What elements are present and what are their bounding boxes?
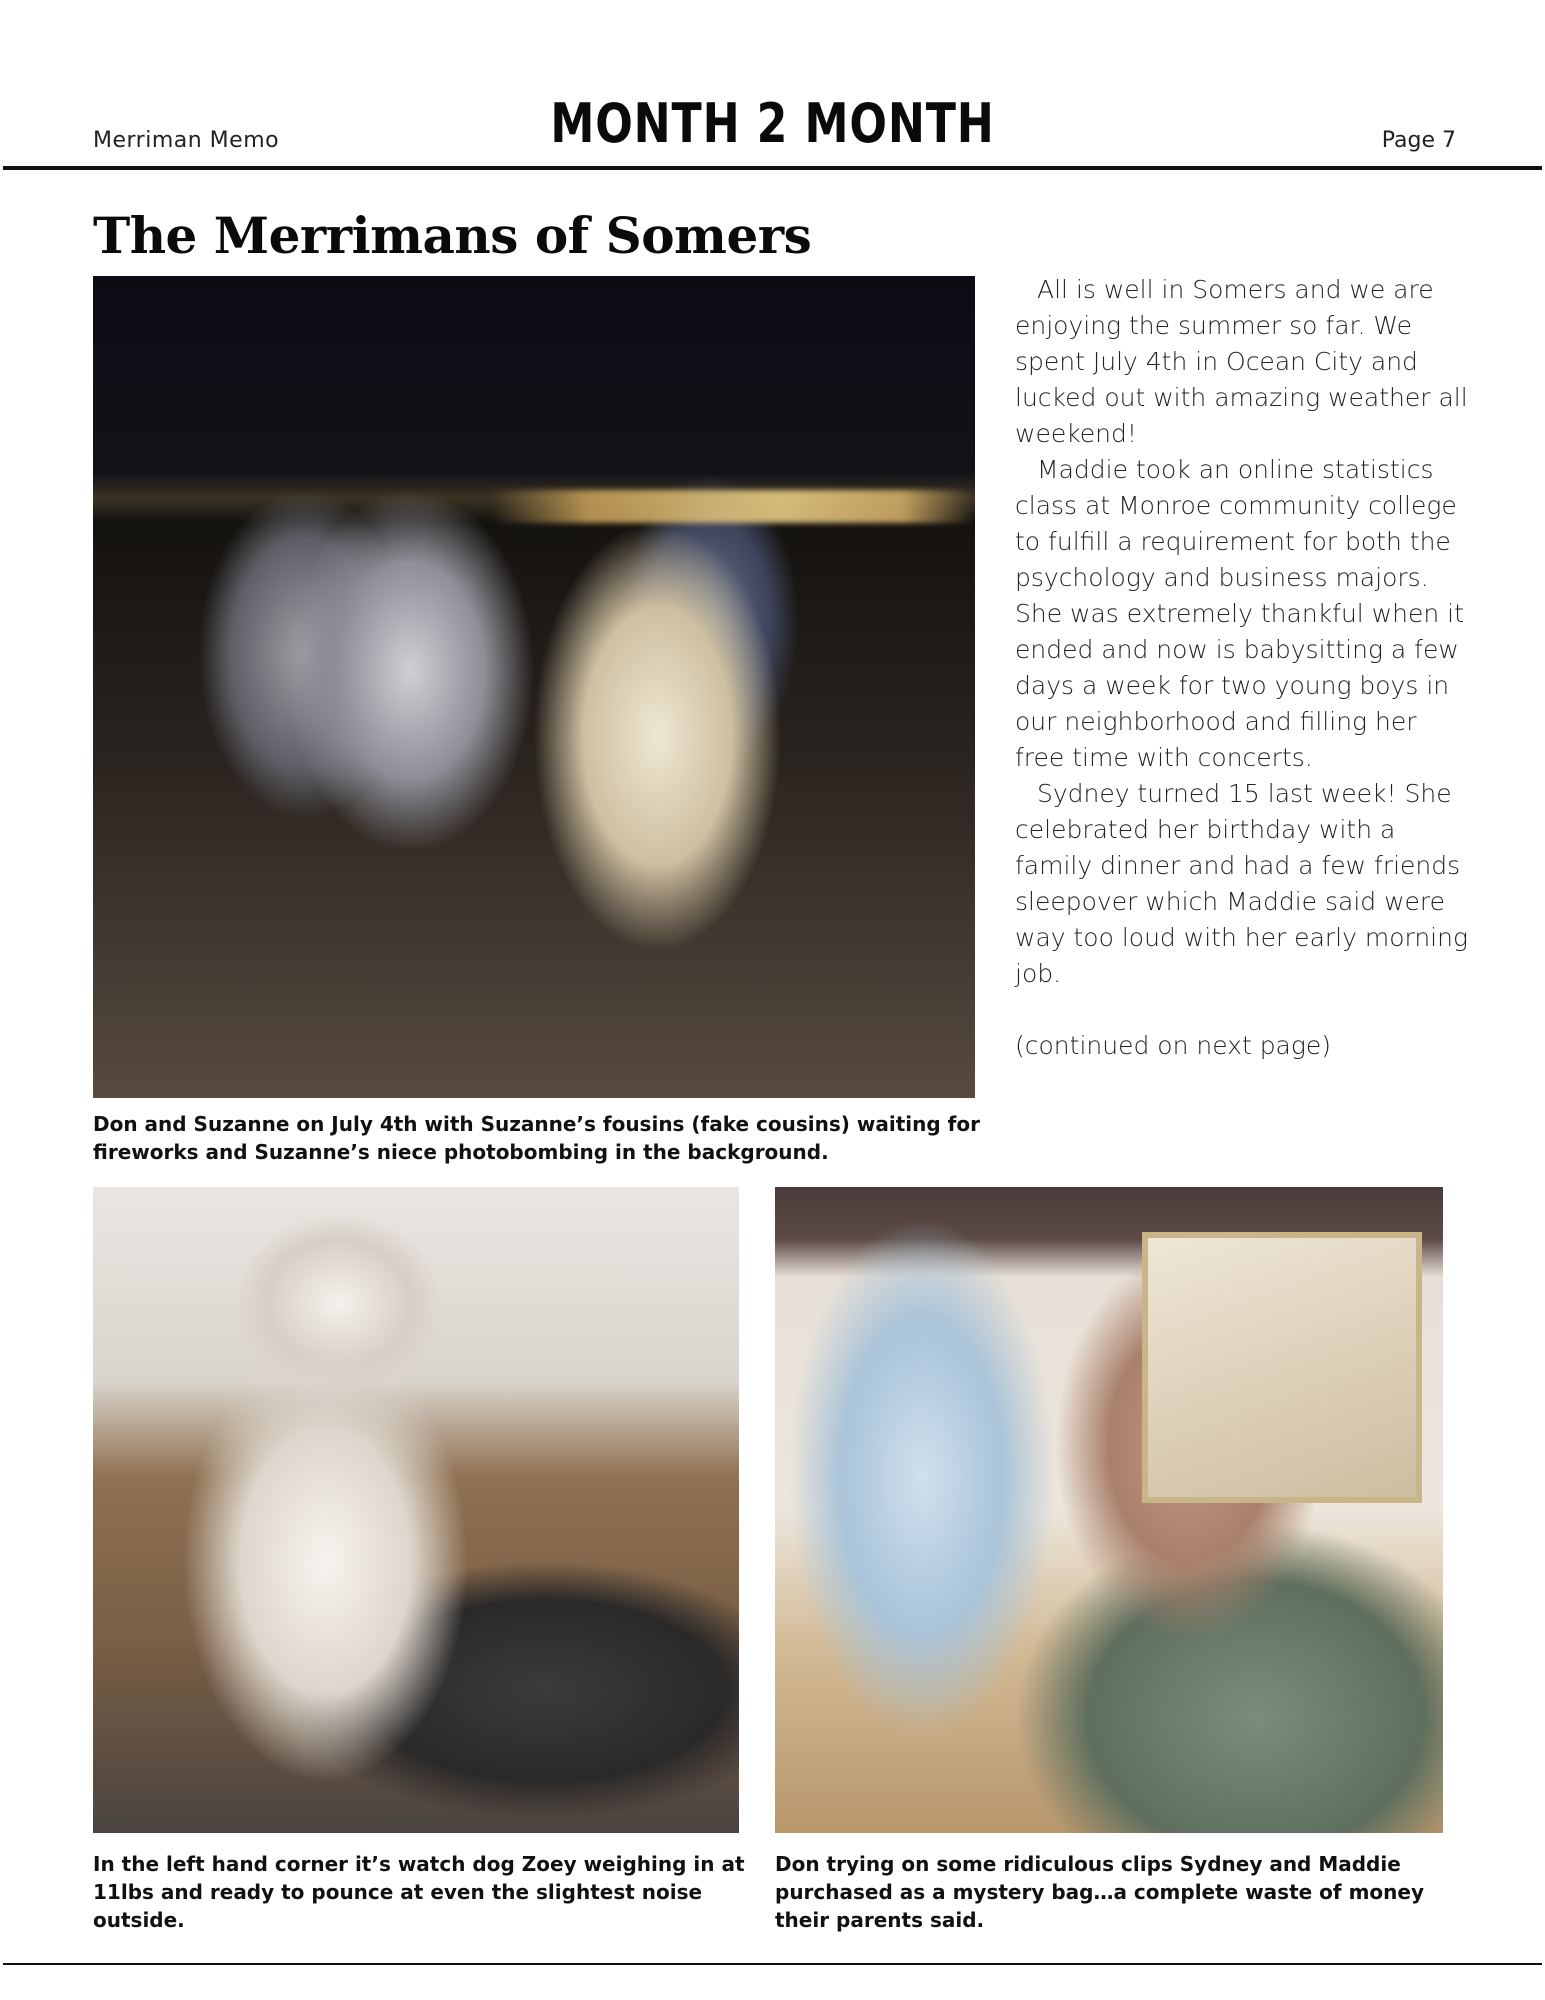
photo-july-4th-group	[93, 276, 975, 1098]
footer-divider	[3, 1963, 1542, 1965]
caption-july-4th-group: Don and Suzanne on July 4th with Suzanne’s fousins (fake cousins) waiting for fireworks and Suzanne’s niece photobombing in the background.	[93, 1112, 980, 1164]
header-divider	[3, 166, 1542, 170]
photo-dog-zoey	[93, 1187, 739, 1833]
photo-don-hair-clips	[775, 1187, 1443, 1833]
continued-note: (continued on next page)	[1015, 1031, 1332, 1060]
article-paragraph: Maddie took an online statistics class at Monroe community college to fulfill a requirement for both the psychology and business majors. She was extremely thankful when it ended and now is babysitting a few days a week for two young boys in our neighborhood and filling her free time with concerts.	[1015, 455, 1464, 772]
article-body	[1015, 272, 1470, 1064]
newsletter-name: Merriman Memo	[93, 128, 280, 153]
caption-don-hair-clips: Don trying on some ridiculous clips Sydney and Maddie purchased as a mystery bag…a complete waste of money their parents said.	[775, 1852, 1424, 1932]
wall-painting	[1142, 1232, 1421, 1502]
shoreline-lights	[490, 490, 975, 523]
article-paragraph: Sydney turned 15 last week! She celebrated her birthday with a family dinner and had a few friends sleepover which Maddie said were way too loud with her early morning job.	[1015, 779, 1468, 988]
article-title: The Merrimans of Somers	[93, 206, 812, 265]
page-number: Page 7	[1381, 128, 1456, 153]
article-paragraph: All is well in Somers and we are enjoying the summer so far. We spent July 4th in Ocean City and lucked out with amazing weather all weekend!	[1015, 275, 1468, 448]
masthead-title: MONTH 2 MONTH	[550, 92, 995, 155]
caption-dog-zoey: In the left hand corner it’s watch dog Zoey weighing in at 11lbs and ready to pounce at even the slightest noise outside.	[93, 1852, 745, 1932]
